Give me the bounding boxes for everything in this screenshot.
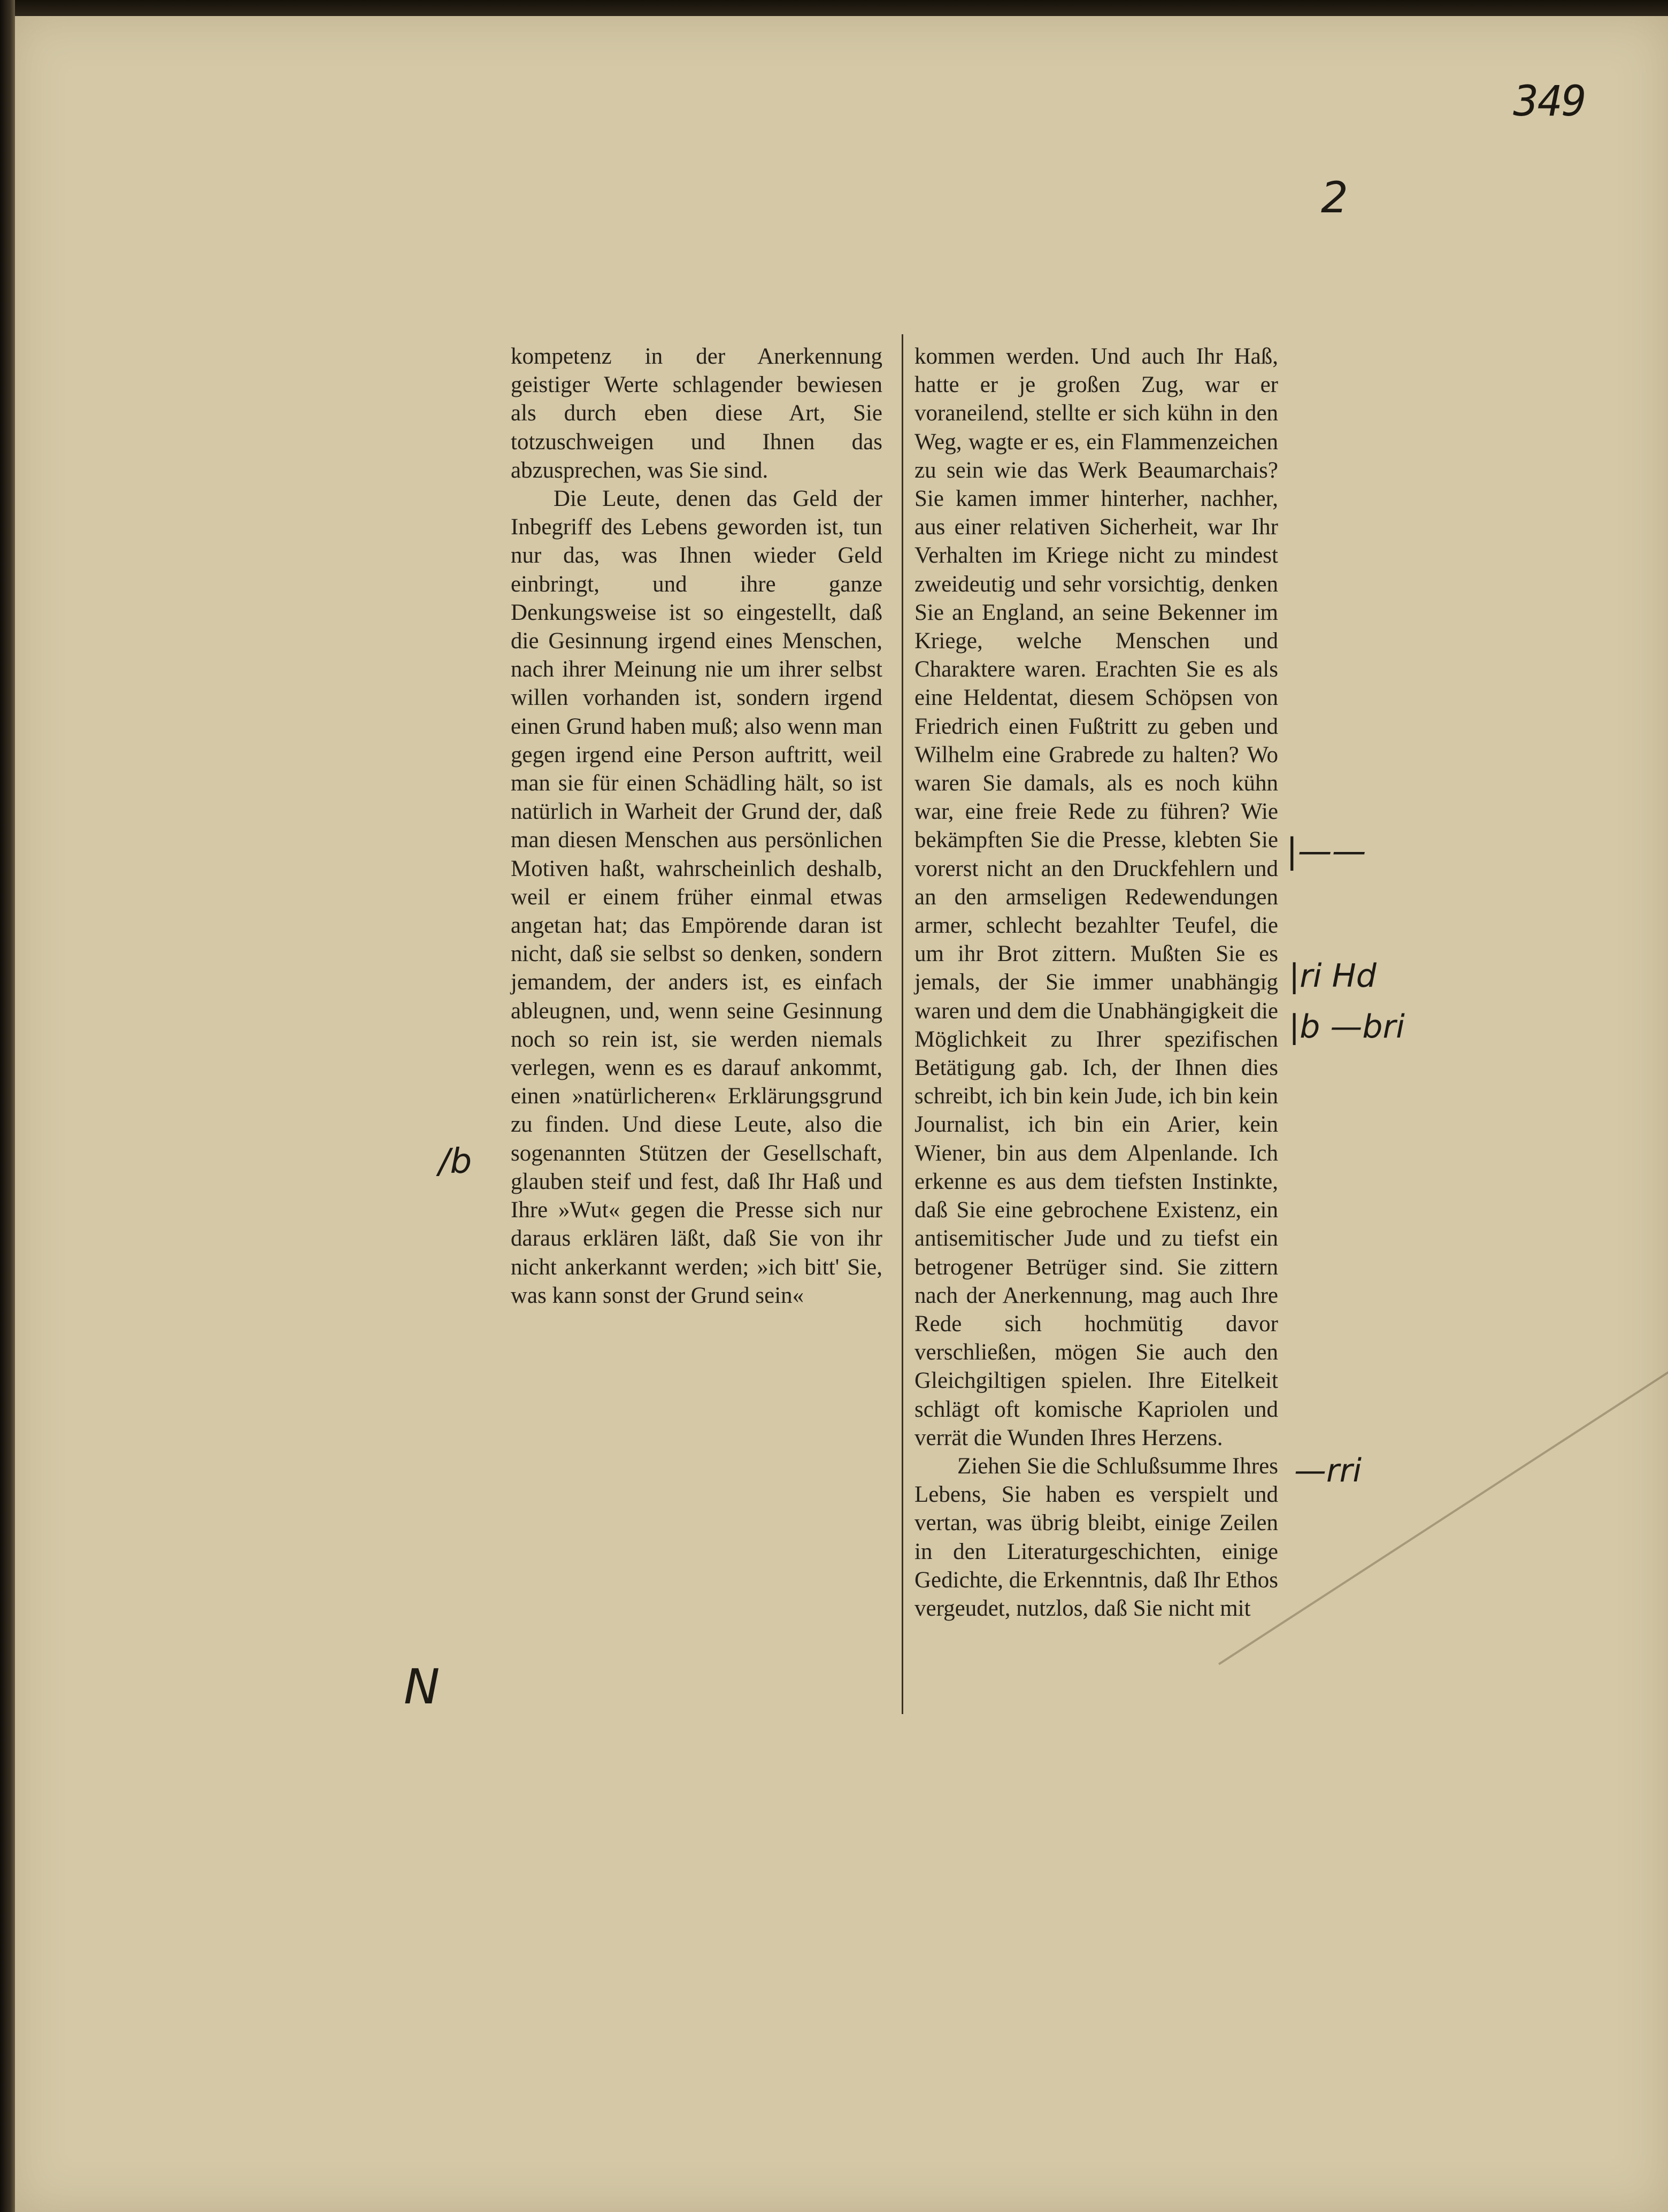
paragraph: Ziehen Sie die Schlußsumme Ihres Lebens, Sie haben es verspielt und vertan, was übrig bleibt, einige Zeilen in den Literaturgeschichten, einige Gedichte, die Erkenntnis, daß Ihr Ethos vergeudet, nutzlos, daß Sie nicht mit [914,1453,1278,1621]
margin-mark: —rri [1294,1452,1362,1489]
paragraph: kompetenz in der Anerkennung geistiger Werte schlagender bewiesen als durch eben diese Art, Sie totzuschweigen und Ihnen das abzusprechen, was Sie sind. [511,344,882,483]
paragraph: kommen werden. Und auch Ihr Haß, hatte er je großen Zug, war er voraneilend, stellte er sich kühn in den Weg, wagte er es, ein Flammenzeichen zu sein wie das Werk Beaumarchais? Sie kamen immer hinterher, nachher, aus einer relativen Sicherheit, war Ihr Verhalten im Kriege nicht zu mindest zweideutig und sehr vorsichtig, denken Sie an England, an seine Bekenner im Kriege, welche Menschen und Charaktere waren. Erachten Sie es als eine Heldentat, diesem Schöpsen von Friedrich einen Fußtritt zu geben und Wilhelm eine Grabrede zu halten? Wo waren Sie damals, als es noch kühn war, eine freie Rede zu führen? Wie bekämpften Sie die Presse, klebten Sie vorerst nicht an den Druckfehlern und an den armseligen Redewendungen armer, schlecht bezahlter Teufel, die um ihr Brot zittern. Mußten Sie es jemals, der Sie immer unabhängig waren und dem die Unabhängigkeit die Möglichkeit zu Ihrer spezifischen Betätigung gab. Ich, der Ihnen dies schreibt, ich bin kein Jude, ich bin kein Journalist, ich bin ein Arier, kein Wiener, bin aus dem Alpenlande. Ich erkenne es aus dem tiefsten Instinkte, daß Sie eine gebrochene Existenz, ein antisemitischer Jude und zu tiefst ein betrogener Betrüger sind. Sie zittern nach der Anerkennung, mag auch Ihre Rede sich hochmütig davor verschließen, mögen Sie auch den Gleichgiltigen spielen. Ihre Eitelkeit schlägt oft komische Kapriolen und verrät die Wunden Ihres Herzens. [914,344,1278,1450]
page-crease [1218,1314,1668,1665]
page-number: 349 [1513,78,1586,126]
paragraph: Die Leute, denen das Geld der Inbegriff des Lebens geworden ist, tun nur das, was Ihnen wieder Geld einbringt, und ihre ganze Denkungsweise ist so eingestellt, daß die Gesinnung irgend eines Menschen, nach ihrer Meinung nie um ihrer selbst willen vorhanden ist, sondern irgend einen Grund haben muß; also wenn man gegen irgend eine Person auftritt, weil man sie für einen Schädling hält, so ist natürlich in Warheit der Grund der, daß man diesen Menschen aus persönlichen Motiven haßt, wahrscheinlich deshalb, weil er einem früher einmal etwas angetan hat; das Empörende daran ist nicht, daß sie selbst so denken, sondern jemandem, der anders ist, es einfach ableugnen, und, wenn seine Gesinnung noch so rein ist, sie werden niemals verlegen, wenn es es darauf ankommt, einen »natürlicheren« Erklärungsgrund zu finden. Und diese Leute, also die sogenannten Stützen der Gesellschaft, glauben steif und fest, daß Ihr Haß und Ihre »Wut« gegen die Presse sich nur daraus erklären läßt, daß Sie von ihr nicht ankerkannt werden; »ich bitt' Sie, was kann sonst der Grund sein« [511,486,882,1308]
top-edge [15,0,1668,16]
right-column [914,342,1278,1623]
margin-mark: |b —bri [1289,1008,1405,1046]
margin-mark: /b [439,1142,472,1181]
book-binding [0,0,15,2212]
column-divider [902,334,903,1714]
margin-mark: |ri Hd [1289,957,1377,995]
left-column [511,342,882,1310]
margin-mark: |—— [1286,832,1366,871]
margin-mark-top-right: 2 [1321,173,1348,222]
margin-mark: N [404,1659,440,1715]
